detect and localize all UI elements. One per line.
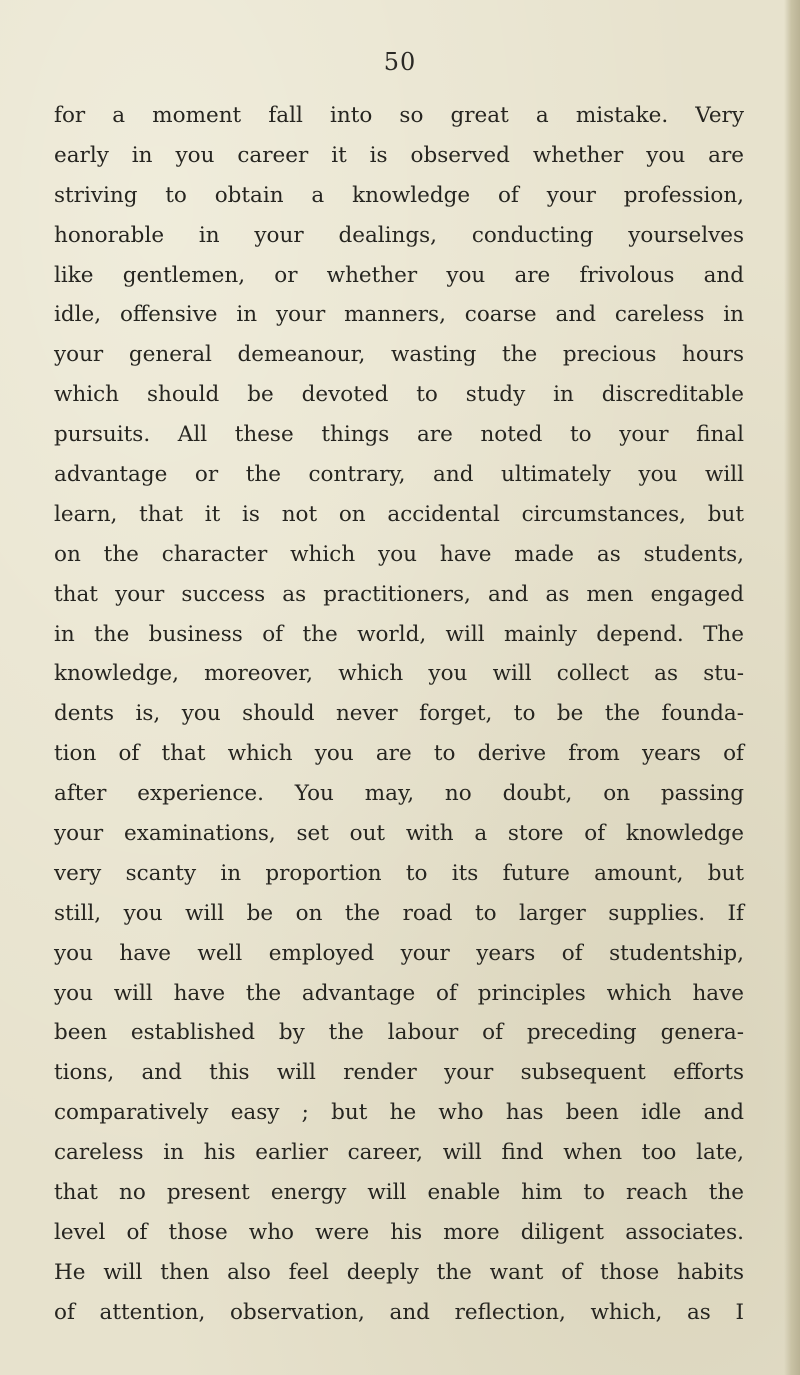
- text-line: been established by the labour of preceding genera-: [54, 1020, 744, 1046]
- text-line: dents is, you should never forget, to be the founda-: [54, 701, 744, 727]
- text-line: careless in his earlier career, will find when too late,: [54, 1140, 744, 1166]
- text-line: after experience. You may, no doubt, on passing: [54, 781, 744, 807]
- text-line: you will have the advantage of principles which have: [54, 980, 744, 1006]
- text-line: comparatively easy ; but he who has been idle and: [54, 1100, 744, 1126]
- text-line: level of those who were his more diligent associates.: [54, 1219, 744, 1245]
- text-line: in the business of the world, will mainly depend. The: [54, 621, 744, 647]
- text-line: advantage or the contrary, and ultimately you will: [54, 462, 744, 488]
- page-number: 50: [383, 48, 417, 76]
- text-line: which should be devoted to study in discreditable: [54, 382, 744, 408]
- text-line: your general demeanour, wasting the precious hours: [54, 342, 744, 368]
- text-line: honorable in your dealings, conducting yourselves: [54, 222, 744, 248]
- text-line: very scanty in proportion to its future amount, but: [54, 860, 744, 886]
- body-text: [54, 96, 744, 1333]
- text-line: you have well employed your years of studentship,: [54, 940, 744, 966]
- text-line: tion of that which you are to derive from years of: [54, 741, 744, 767]
- text-line: tions, and this will render your subsequent efforts: [54, 1060, 744, 1086]
- text-line: still, you will be on the road to larger supplies. If: [54, 900, 744, 926]
- text-line: striving to obtain a knowledge of your profession,: [54, 182, 744, 208]
- text-line: like gentlemen, or whether you are frivolous and: [54, 262, 744, 288]
- page-edge-shadow: [784, 0, 800, 1375]
- text-line: idle, offensive in your manners, coarse and careless in: [54, 302, 744, 328]
- text-line: learn, that it is not on accidental circumstances, but: [54, 501, 744, 527]
- text-line: on the character which you have made as students,: [54, 541, 744, 567]
- text-line: for a moment fall into so great a mistake. Very: [54, 103, 744, 128]
- text-line: early in you career it is observed whether you are: [54, 142, 744, 168]
- text-line: your examinations, set out with a store of knowledge: [54, 821, 744, 847]
- text-line: of attention, observation, and reflection, which, as I: [54, 1299, 744, 1325]
- text-line: He will then also feel deeply the want of those habits: [54, 1259, 744, 1285]
- text-line: that no present energy will enable him to reach the: [54, 1180, 744, 1206]
- text-line: pursuits. All these things are noted to your final: [54, 422, 744, 448]
- text-line: that your success as practitioners, and as men engaged: [54, 581, 744, 607]
- text-line: knowledge, moreover, which you will collect as stu-: [54, 661, 744, 687]
